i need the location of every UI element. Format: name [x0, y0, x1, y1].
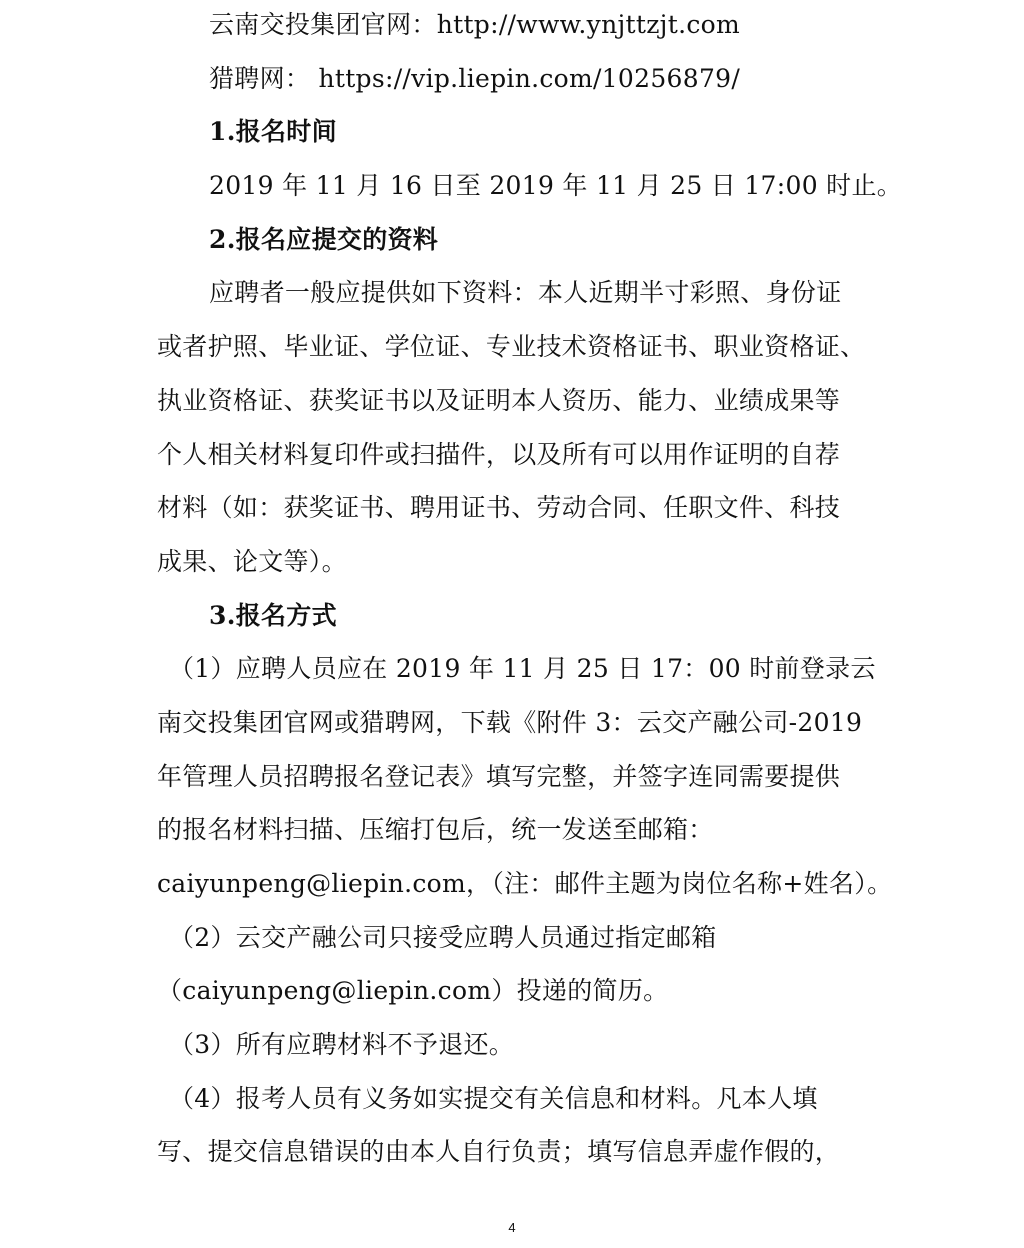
text-line: 云南交投集团官网：http://www.ynjttzjt.com	[209, 10, 740, 39]
text-line: 猎聘网： https://vip.liepin.com/10256879/	[209, 63, 741, 93]
text-line: 年管理人员招聘报名登记表》填写完整，并签字连同需要提供	[157, 761, 841, 791]
text-line: 执业资格证、获奖证书以及证明本人资历、能力、业绩成果等	[157, 385, 841, 415]
text-line: （3）所有应聘材料不予退还。	[169, 1030, 515, 1060]
text-line: 或者护照、毕业证、学位证、专业技术资格证书、职业资格证、	[157, 332, 866, 362]
text-line: 个人相关材料复印件或扫描件，以及所有可以用作证明的自荐	[157, 439, 841, 469]
text-line: caiyunpeng@liepin.com，（注：邮件主题为岗位名称+姓名）。	[157, 869, 893, 898]
text-line: 的报名材料扫描、压缩打包后，统一发送至邮箱：	[157, 815, 714, 845]
section-heading: 1.报名时间	[209, 117, 337, 147]
text-line: （2）云交产融公司只接受应聘人员通过指定邮箱	[169, 922, 717, 952]
section-heading: 3.报名方式	[209, 600, 337, 630]
text-line: （caiyunpeng@liepin.com）投递的简历。	[157, 976, 669, 1006]
text-line: 南交投集团官网或猎聘网，下载《附件 3：云交产融公司-2019	[157, 707, 863, 737]
section-heading: 2.报名应提交的资料	[209, 224, 439, 254]
text-line: 写、提交信息错误的由本人自行负责；填写信息弄虚作假的，	[157, 1137, 841, 1167]
document-body	[157, 0, 903, 1179]
text-line: （1）应聘人员应在 2019 年 11 月 25 日 17：00 时前登录云	[169, 654, 876, 684]
text-line: 应聘者一般应提供如下资料：本人近期半寸彩照、身份证	[209, 278, 842, 308]
text-line: 2019 年 11 月 16 日至 2019 年 11 月 25 日 17:00 时止。	[209, 171, 903, 201]
page-number: 4	[508, 1220, 516, 1235]
text-line: 材料（如：获奖证书、聘用证书、劳动合同、任职文件、科技	[157, 493, 841, 523]
text-line: 成果、论文等）。	[157, 546, 347, 576]
text-line: （4）报考人员有义务如实提交有关信息和材料。凡本人填	[169, 1083, 818, 1113]
